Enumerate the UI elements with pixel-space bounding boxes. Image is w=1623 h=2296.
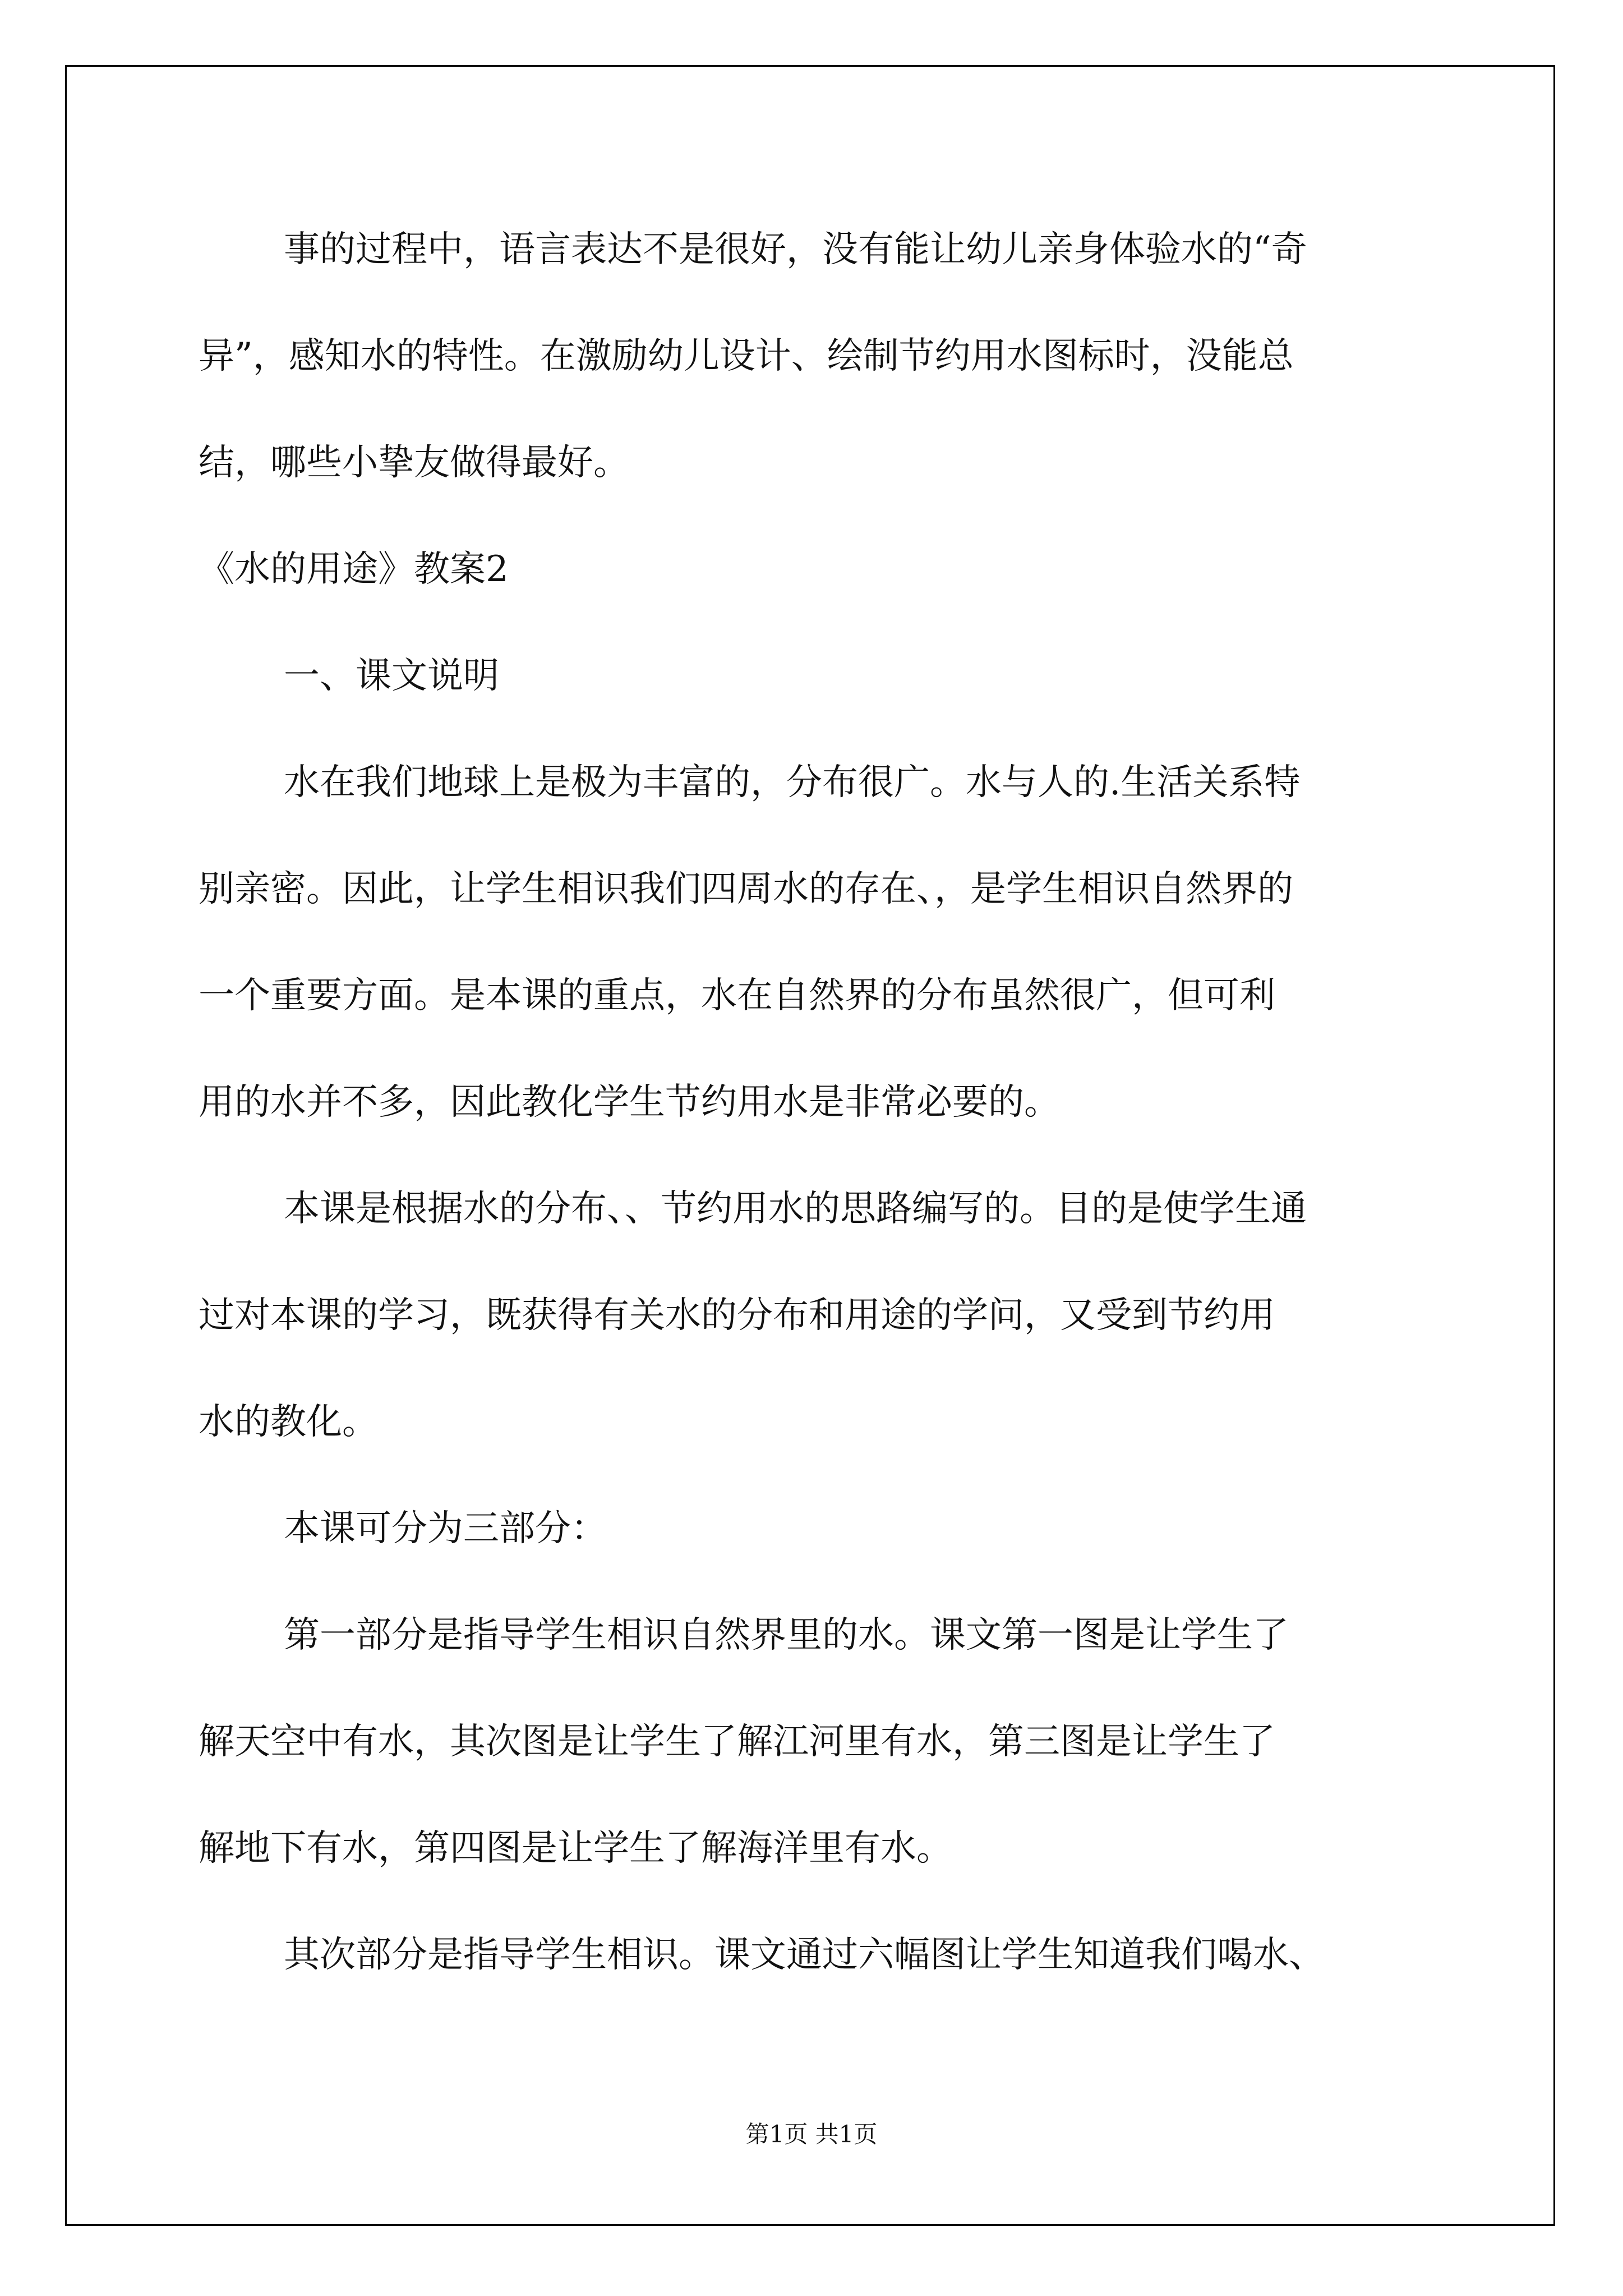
paragraph-line: 本课可分为三部分： [284, 1508, 607, 1549]
page-border [65, 65, 1555, 2226]
paragraph-line: 本课是根据水的分布、、节约用水的思路编写的。目的是使学生通 [284, 1188, 1307, 1230]
paragraph-line: 解天空中有水，其次图是让学生了解江河里有水，第三图是让学生了 [199, 1721, 1275, 1763]
paragraph-line: 水在我们地球上是极为丰富的，分布很广。水与人的.生活关系特 [284, 762, 1301, 803]
paragraph-line: 水的教化。 [199, 1401, 378, 1443]
section-heading: 《水的用途》教案2 [199, 549, 509, 590]
paragraph-line: 事的过程中，语言表达不是很好，没有能让幼儿亲身体验水的“奇 [284, 229, 1307, 270]
page-footer: 第1页 共1页 [745, 2120, 878, 2148]
paragraph-line: 第一部分是指导学生相识自然界里的水。课文第一图是让学生了 [284, 1614, 1289, 1656]
paragraph-line: 结，哪些小挚友做得最好。 [199, 442, 629, 484]
paragraph-line: 一个重要方面。是本课的重点，水在自然界的分布虽然很广，但可利 [199, 975, 1275, 1016]
paragraph-line: 过对本课的学习，既获得有关水的分布和用途的学问，又受到节约用 [199, 1295, 1275, 1336]
paragraph-line: 别亲密。因此，让学生相识我们四周水的存在、，是学生相识自然界的 [199, 868, 1293, 910]
paragraph-line: 用的水并不多，因此教化学生节约用水是非常必要的。 [199, 1082, 1060, 1123]
paragraph-line: 解地下有水，第四图是让学生了解海洋里有水。 [199, 1828, 952, 1869]
subsection-heading: 一、课文说明 [284, 655, 499, 697]
paragraph-line: 异”，感知水的特性。在激励幼儿设计、绘制节约用水图标时，没能总 [199, 335, 1294, 377]
paragraph-line: 其次部分是指导学生相识。课文通过六幅图让学生知道我们喝水、 [284, 1934, 1325, 1976]
